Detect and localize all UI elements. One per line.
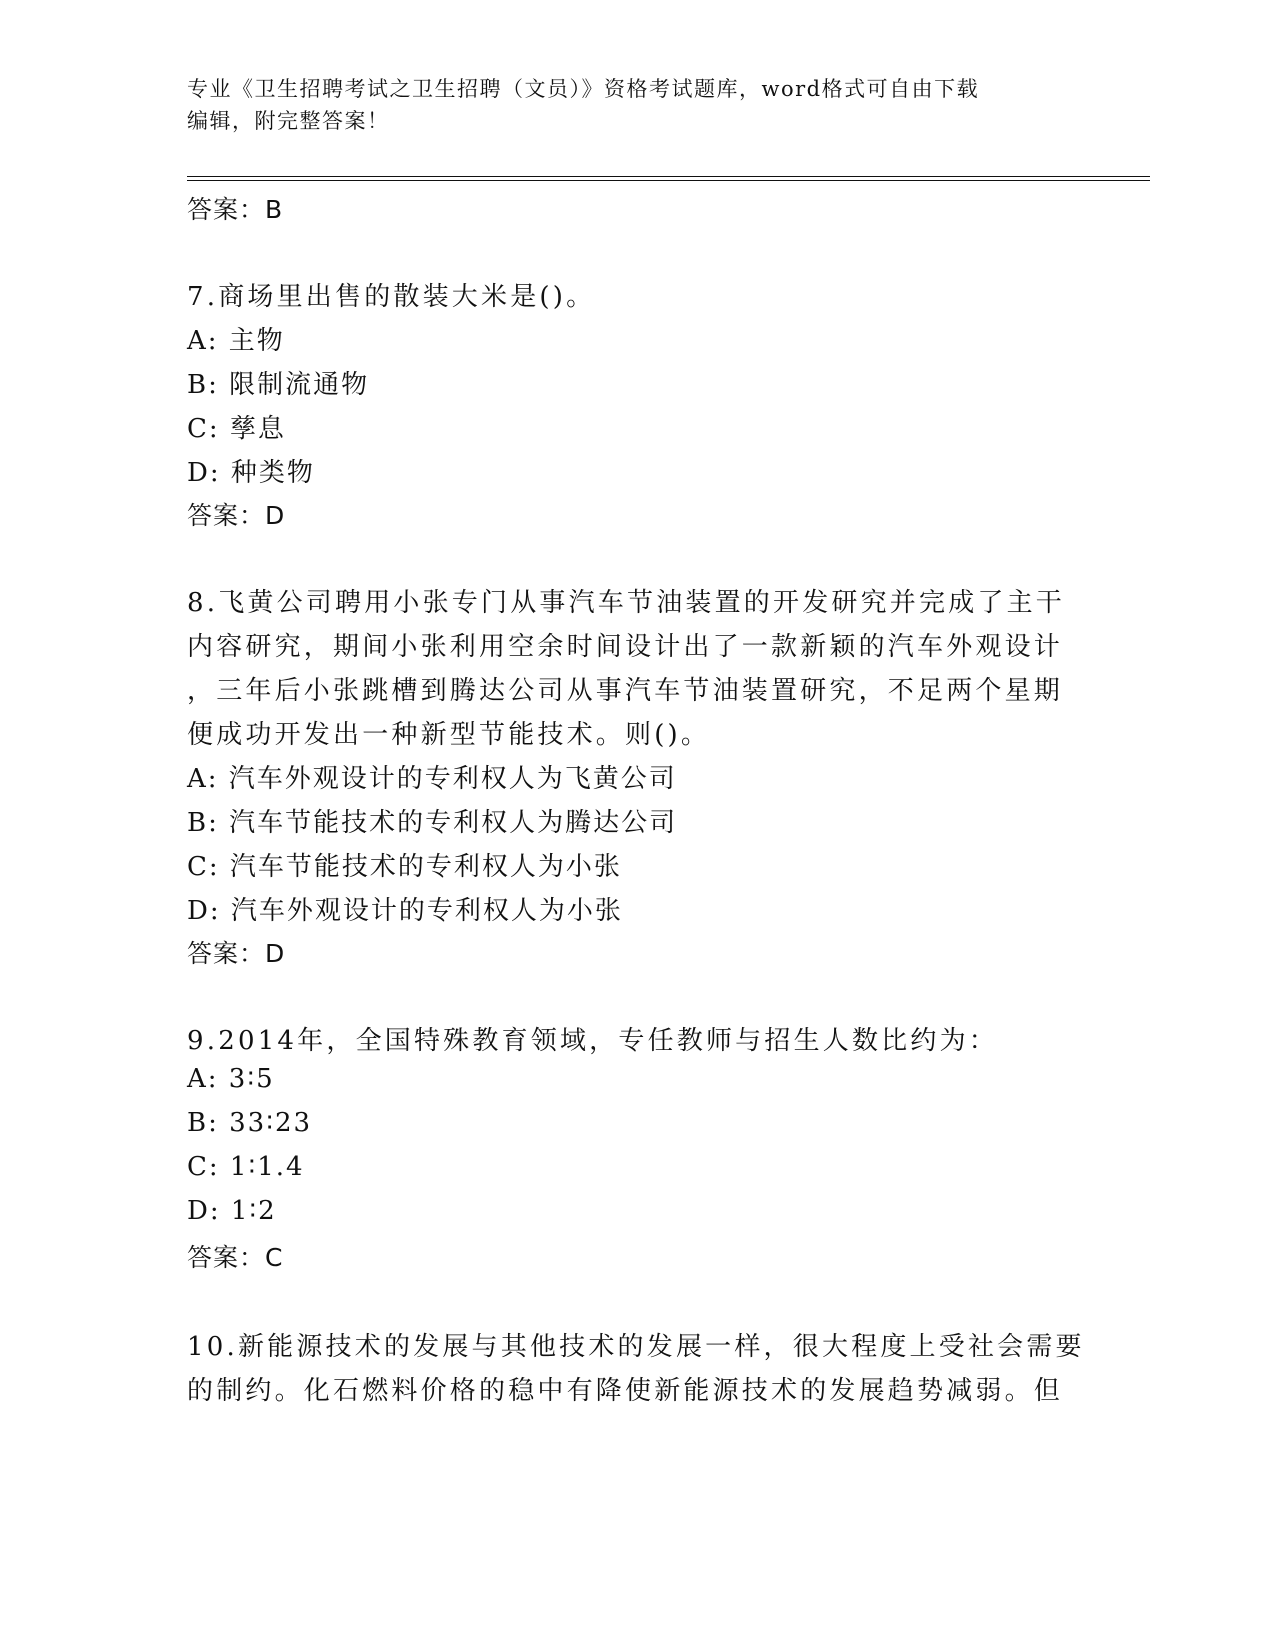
question-8-stem-line-4: 便成功开发出一种新型节能技术。则()。 — [187, 720, 711, 750]
question-8-option-b: B: 汽车节能技术的专利权人为腾达公司 — [187, 808, 678, 838]
question-7-option-a: A: 主物 — [187, 326, 285, 356]
question-7-stem: 7.商场里出售的散装大米是()。 — [187, 282, 596, 312]
question-8-option-d: D: 汽车外观设计的专利权人为小张 — [187, 896, 623, 926]
question-10-stem-line-1: 10.新能源技术的发展与其他技术的发展一样，很大程度上受社会需要 — [187, 1332, 1085, 1362]
question-7-option-b: B: 限制流通物 — [187, 370, 370, 400]
document-header — [187, 73, 1087, 137]
header-rule-top — [187, 176, 1150, 177]
question-7-option-c: C: 孳息 — [187, 414, 286, 444]
question-8-stem-line-2: 内容研究，期间小张利用空余时间设计出了一款新颖的汽车外观设计 — [187, 632, 1064, 662]
question-8-stem-line-3: ，三年后小张跳槽到腾达公司从事汽车节油装置研究，不足两个星期 — [187, 676, 1064, 706]
question-8-option-a: A: 汽车外观设计的专利权人为飞黄公司 — [187, 764, 677, 794]
question-7-answer: 答案：D — [187, 501, 286, 530]
question-8-answer: 答案：D — [187, 939, 286, 968]
question-10-stem-line-2: 的制约。化石燃料价格的稳中有降使新能源技术的发展趋势减弱。但 — [187, 1376, 1064, 1406]
header-line-2: 编辑，附完整答案！ — [187, 109, 390, 133]
header-rule-bottom — [187, 180, 1150, 181]
question-7-option-d: D: 种类物 — [187, 458, 315, 488]
question-9-stem: 9.2014年，全国特殊教育领域，专任教师与招生人数比约为： — [187, 1026, 998, 1056]
question-9-option-b: B: 33∶23 — [187, 1108, 313, 1138]
question-8-option-c: C: 汽车节能技术的专利权人为小张 — [187, 852, 622, 882]
header-line-1: 专业《卫生招聘考试之卫生招聘（文员）》资格考试题库，word格式可自由下载 — [187, 77, 980, 101]
question-9-option-a: A: 3∶5 — [187, 1064, 275, 1094]
previous-answer: 答案：B — [187, 195, 284, 224]
question-9-option-c: C: 1∶1.4 — [187, 1152, 305, 1182]
question-9-option-d: D: 1∶2 — [187, 1196, 277, 1226]
question-8-stem-line-1: 8.飞黄公司聘用小张专门从事汽车节油装置的开发研究并完成了主干 — [187, 588, 1066, 618]
question-9-answer: 答案：C — [187, 1243, 284, 1272]
